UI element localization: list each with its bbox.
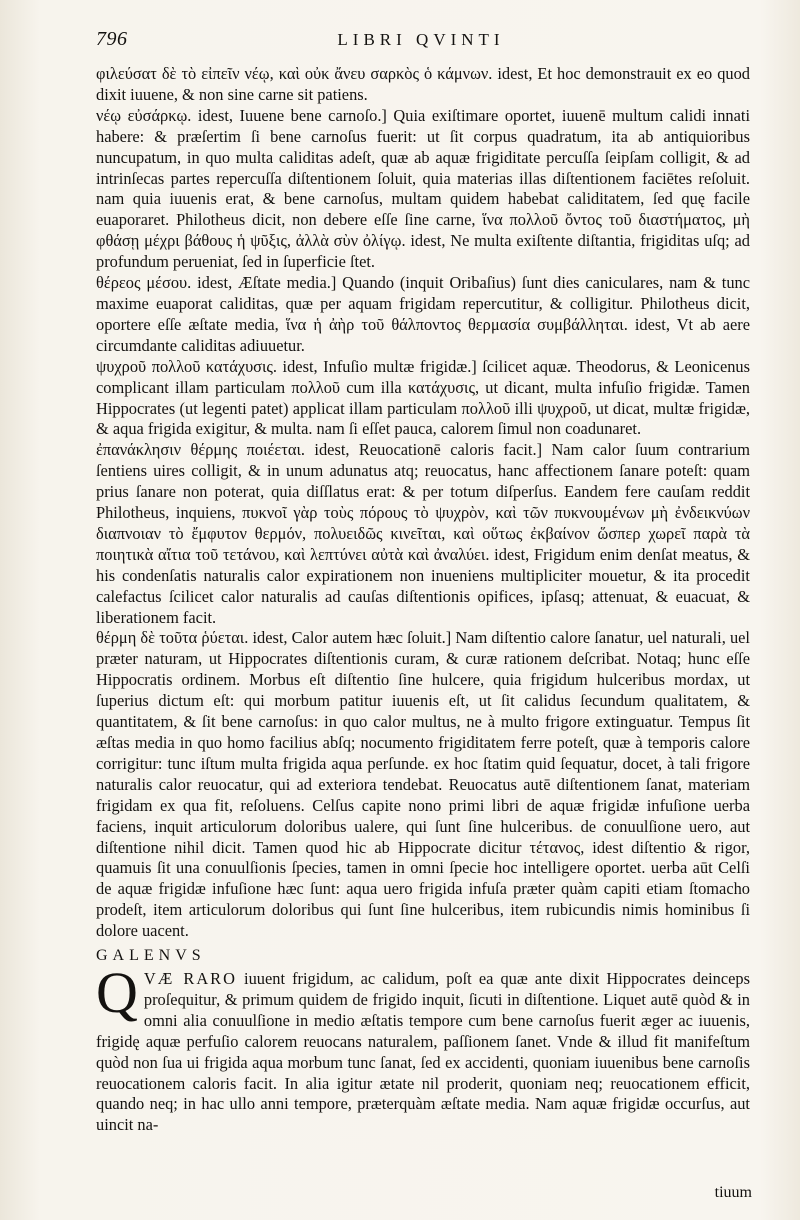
commentary-text: iuuent frigidum, ac calidum, poſt ea quæ ante dixit Hippocrates deinceps proſequitur, & primum quidem de frigido inquit, ſicuti in diſtentione. Liquet autē quòd & in omni alia conuulſione in medio æſtatis tempore cum bene carnoſus fuerit æger ac iuuenis, frigidę aquæ perfuſio calorem reuocans naturalem, paſſionem ſanet. Vnde & illud fit manifeſtum quòd non ſua ui frigida aqua morbum tunc ſanat, ſed ex accidenti, quoniam iuuenibus bene carnoſis reuocationem caloris facit. In alia igitur ætate nil proderit, quoniam neq; reuocationem efficit, quando neq; in hac ullo anni tempore, præterquàm æſtate media. Nam aquæ frigidæ occurſus, aut uincit na- [96, 968, 751, 1135]
page-header [96, 28, 746, 54]
running-title: LIBRI QVINTI [337, 30, 505, 49]
page-number: 796 [96, 28, 128, 50]
paragraph: φιλεύσατ δὲ τὸ εἰπεῖν νέῳ, καὶ οὐκ ἄνευ σαρκὸς ὁ κάμνων. idest, Et hoc demonstrauit ex eo quod dixit iuuene, & non sine carne sit patiens. [96, 64, 750, 104]
paragraph: θέρεος μέσου. idest, Æſtate media.] Quando (inquit Oribaſius) ſunt dies caniculares, nam & tunc maxime euaporat caliditas, quæ per aquam frigidam repercutitur, & colligitur. Philotheus dicit, oportere eſſe æſtate media, ἵνα ἡ ἀὴρ τοῦ θάλποντος θερμασία συμβάλληται. idest, Vt ab aere circumdante caliditas adiuuetur. [96, 273, 750, 355]
paragraph: ἐπανάκλησιν θέρμης ποιέεται. idest, Reuocationē caloris facit.] Nam calor ſuum contrarium ſentiens uires colligit, & in unum adunatus atq; reuocatus, hanc affectionem ſanare poteſt: quam prius ſanare non poterat, quia diſſlatus erat: & per totum diſperſus. Eandem fere cauſam reddit Philotheus, inquiens, πυκνοῖ γὰρ τοὺς πόρους τὸ ψυχρὸν, καὶ τῶν πυκνουμένων μὴ ἐνδεικνύων διαπνοιαν τὸ ἔμφυτον θερμόν, πολυειδῶς κινεῖται, καὶ οὕτως ἐκβαίνον ὥσπερ χωρεῖ παρὰ τὰ ποιητικὰ αἴτια τοῦ τετάνου, καὶ λεπτύνει αὐτὰ καὶ ἀναλύει. idest, Frigidum enim denſat meatus, & his condenſatis naturalis calor expirationem non inueniens multipliciter mouetur, & ita procedit calefactus ſcilicet calor naturalis ad cauſas diſtentionis opifices, ipſasq; attenuat, & euacuat, & liberationem facit. [96, 440, 750, 627]
catchword: tiuum [714, 1184, 752, 1201]
drop-cap: Q [96, 959, 138, 1025]
section-heading: GALENVS [96, 947, 206, 965]
commentary-paragraph [96, 959, 751, 1136]
paragraph: ψυχροῦ πολλοῦ κατάχυσις. idest, Infuſio multæ frigidæ.] ſcilicet aquæ. Theodorus, & Leonicenus complicant illam particulam πολλοῦ cum illa κατάχυσις, ut dicant, multa infuſio frigidæ. Tamen Hippocrates (ut legenti patet) applicat illam particulam πολλοῦ illi ψυχροῦ, ut dicat, multæ frigidæ, & aqua frigida exigitur, & multa. nam ſi eſſet pauca, calorem ſimul non coadunaret. [96, 356, 750, 439]
paragraph: θέρμη δὲ τοῦτα ῥύεται. idest, Calor autem hæc ſoluit.] Nam diſtentio calore ſanatur, uel naturali, uel præter naturam, ut Hippocrates diſtentionis curam, & curæ rationem deſcribat. Notaq; hunc eſſe Hippocratis ordinem. Morbus eſt diſtentio ſine hulcere, quia frigidum hulceribus mordax, ut ſuperius dictum eſt: qui morbum patitur iuuenis eſt, ut ſit calidus ſecundum qualitatem, & quantitatem, & ſit bene carnoſus: in quo calor multus, ne à multo frigore extinguatur. Tempus ſit æſtas media in quo homo facilius abſq; nocumento frigiditatem ferre poteſt, quæ à temporis calore corrigitur: tunc iſtum multa frigida aqua perſunde. ex hoc ſtatim quid ſequatur, docet, à tali frigore naturalis calor reuocatur, qui ad exteriora tendebat. Reuocatus autē diſtentionem ſanat, materiam frigidam ex qua fit, reſoluens. Celſus capite nono primi libri de aquæ frigidæ infuſione uerba faciens, inquit articulorum doloribus ualere, qui ſunt ſine hulceribus. de conuulſione uero, aut diſtentione nihil dicit. Tamen quod hic ab Hippocrate dicitur τέτανος, idest diſtentio & rigor, quamuis ſit una conuulſionis ſpecies, tamen in omni ſpecie hoc intelligere oportet. uerba aūt Celſi de aquæ frigidæ infuſione hæc ſunt: aqua uero frigida infuſa præter quàm capiti etiam ſtomacho prodeſt, item articulorum doloribus qui ſunt ſine hulceribus, item rubicundis nimis hominibus ſi dolore uacent. [96, 628, 750, 941]
main-text [96, 64, 750, 1136]
paragraph: νέῳ εὐσάρκῳ. idest, Iuuene bene carnoſo.] Quia exiſtimare oportet, iuuenē multum calidi innati habere: & præſertim ſi bene carnoſus fuerit: ut ſit corpus quadratum, ita ab antiquioribus nuncupatum, in quo multa caliditas adeſt, quæ ab aquæ frigiditate percuſſa ſeipſam colligit, & ad intrinſecas partes repercuſſa diſtentionem ſoluit, quia materias illas diſtentionem faciētes reſoluit. nam quia iuuenis erat, & bene carnoſus, multam quidem habebat caliditatem, ſed quę facile euaporaret. Philotheus dicit, non debere eſſe ſine carne, ἵνα πολλοῦ ὄντος τοῦ διαστήματος, μὴ φθάσῃ μέχρι βάθους ἡ ψῦξις, ἀλλὰ σὺν ὀλίγῳ. idest, Ne multa exiſtente diſtantia, frigiditas uſq; ad profundum perueniat, ſed in ſuperficie ſtet. [96, 105, 750, 272]
lead-capitals: VÆ RARO [143, 968, 237, 988]
